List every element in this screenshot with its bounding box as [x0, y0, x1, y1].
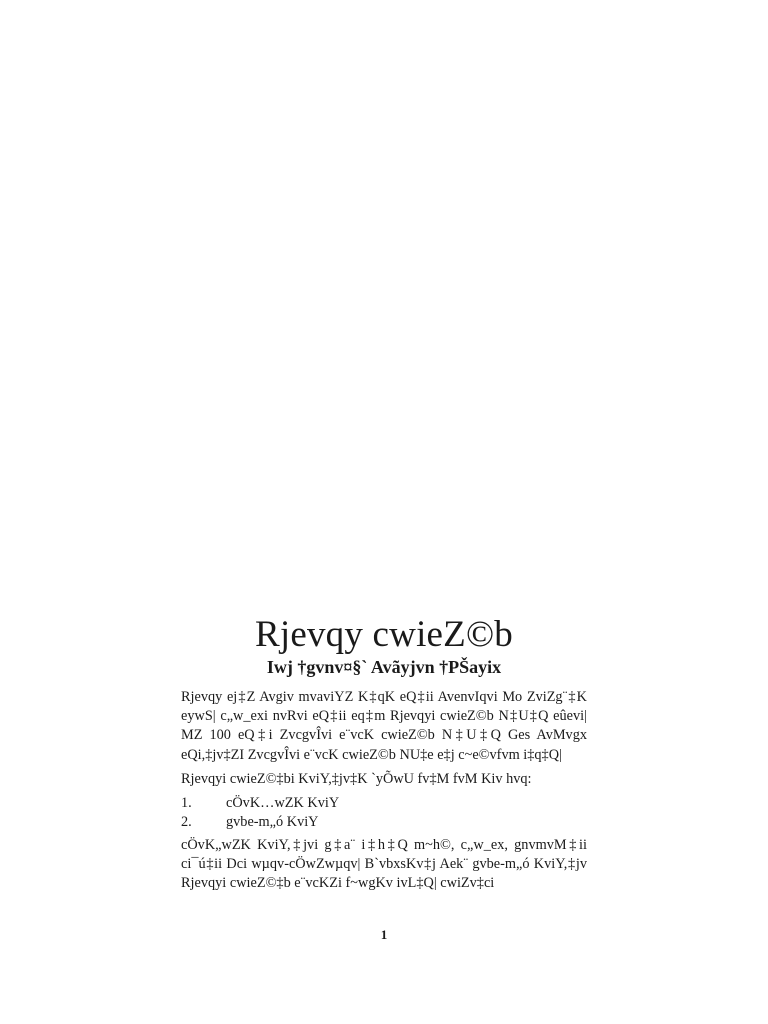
document-author: Iwj †gvnv¤§` Avãyjvn †PŠayix	[266, 657, 502, 677]
page-number: 1	[380, 927, 388, 942]
paragraph: Rjevqyi cwieZ©‡bi KviY,‡jv‡K `yÕwU fv‡M fvM Kiv hvq:	[181, 770, 532, 787]
list-item-text: cÖvK…wZK KviY	[226, 795, 340, 812]
list-item-text: gvbe-m„ó KviY	[226, 814, 319, 831]
paragraph: Rjevqy ej‡Z Avgiv mvaviYZ K‡qK eQ‡ii AvenvIqvi Mo ZviZg¨‡K eywS| c„w_exi nvRvi eQ‡ii eq‡m Rjevqyi cwieZ©b N‡U‡Q eûevi| MZ 100 eQ‡i ZvcgvÎvi e¨vcK cwieZ©b N‡U‡Q Ges AvMvgx eQi,‡jv‡ZI ZvcgvÎvi e¨vcK cwieZ©b NU‡e e‡j c~e©vfvm i‡q‡Q|	[181, 689, 587, 763]
document-body	[181, 688, 587, 898]
list-item	[181, 794, 587, 813]
list-item-number: 2.	[181, 814, 192, 831]
numbered-list	[181, 794, 587, 832]
paragraph: cÖvK„wZK KviY,‡jvi g‡a¨ i‡h‡Q m~h©, c„w_ex, gnvmvM‡ii ci¯ú‡ii Dci wµqv-cÖwZwµqv| B`vbxsKv‡j Aek¨ gvbe-m„ó KviY,‡jv Rjevqyi cwieZ©‡b e¨vcKZi f~wgKv ivL‡Q| cwiZv‡ci	[181, 837, 587, 892]
list-item	[181, 813, 587, 832]
list-item-number: 1.	[181, 795, 192, 812]
document-title: Rjevqy cwieZ©b	[255, 614, 513, 655]
